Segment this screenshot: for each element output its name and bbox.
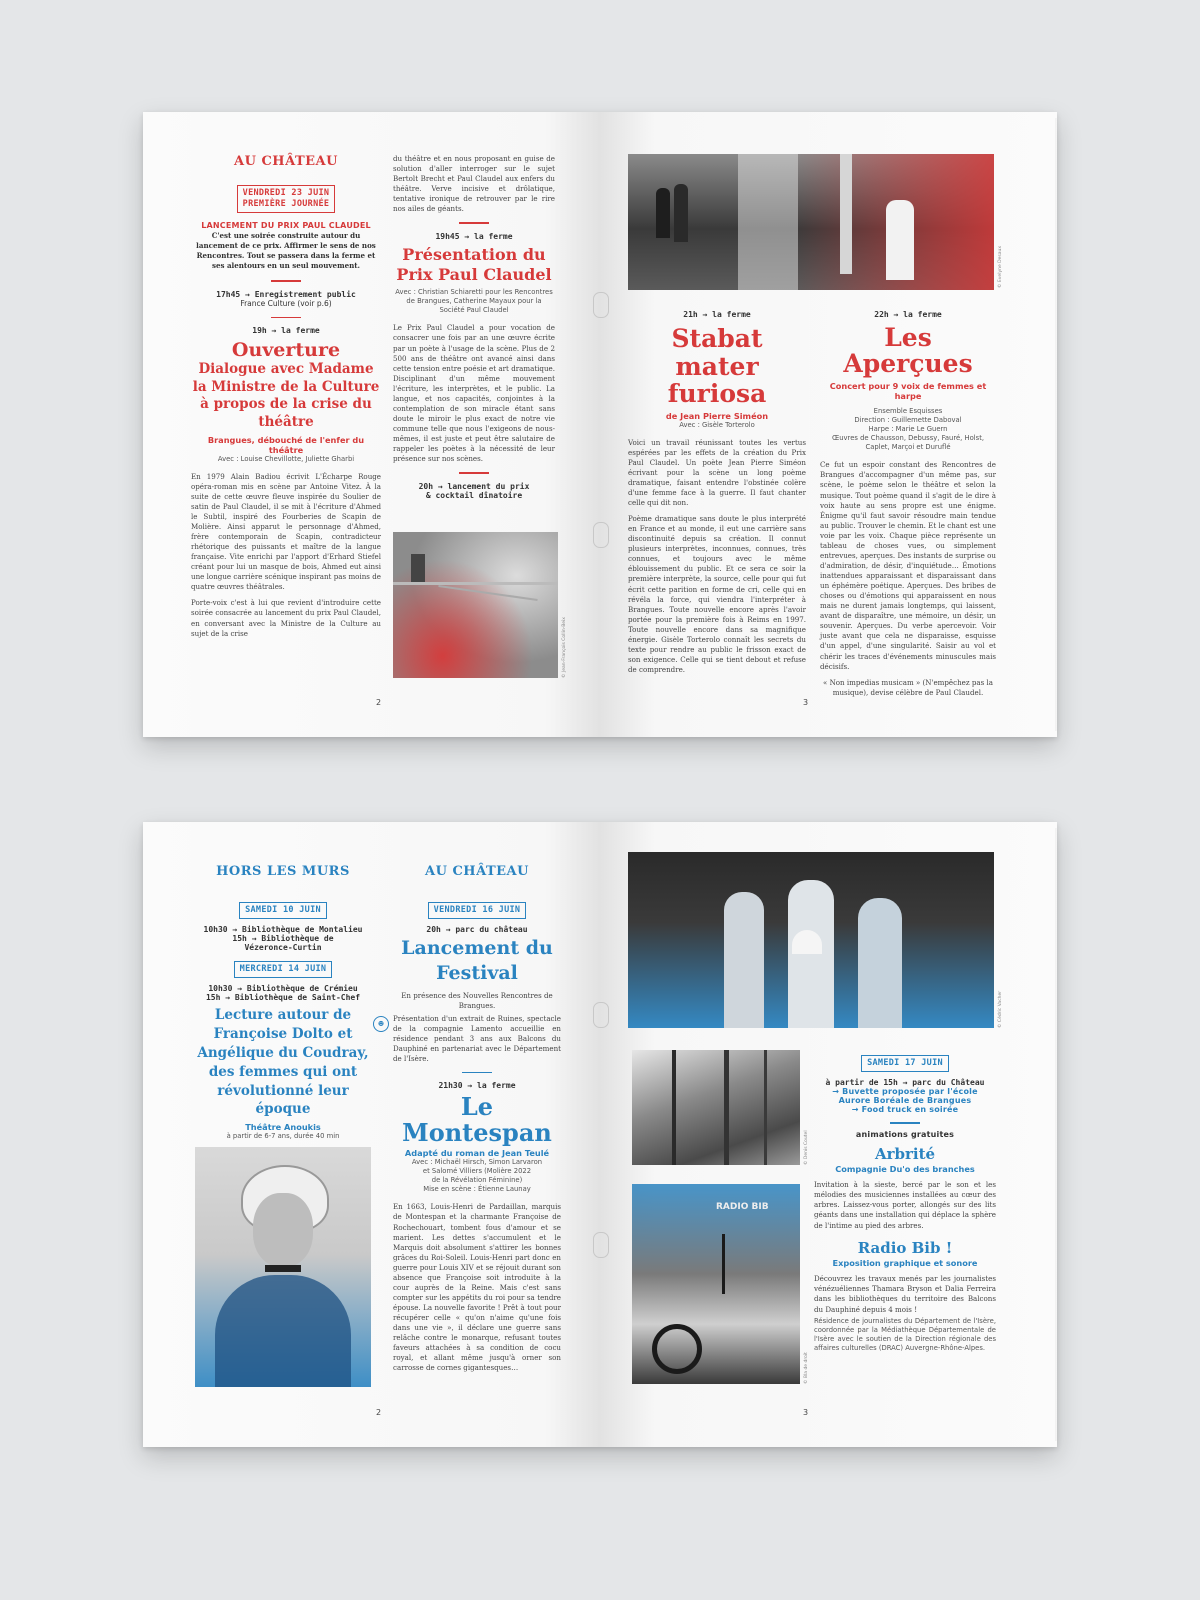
- residency-note: Résidence de journalistes du Département de l'Isère, coordonnée par la Médiathèque Départementale de l'Isère avec le soutien de la Direction régionale des affaires culturelles (DRAC) Auvergne-Rhône-Alpes.: [814, 1316, 996, 1353]
- event-detail: à partir de 6-7 ans, durée 40 min: [226, 1132, 340, 1141]
- column-2: [814, 1050, 996, 1353]
- column-2: [393, 864, 561, 1373]
- credit-line: Direction : Guillemette Daboval: [854, 415, 962, 424]
- paragraph: Ce fut un espoir constant des Rencontres de Brangues d'accompagner d'un même pas, sur scène, le poème selon le théâtre et selon la musique. Tout poème quand il s'agit de le dire à voix haute au sens propre est une énigme. Énigme qu'il faut savoir résoudre main tendue au public. Trouver le chemin. Et le chant est une voie par les voix. Chaque pièce représente un tableau de choses vues, ou simplement entrevues, aperçues. Des instants de surprise ou d'admiration, de désir, d'inquiétude… Émotions inattendues apparaissant et disparaissant dans un éphémère poétique. Aperçues. Des bribes de choses ou d'émotions qui apparaissent en nous mais ne durent jamais longtemps, qui laissent, avant de disparaître, une mémoire, un désir, un souvenir. Aperçues. Du verbe apercevoir. Voir juste avant que cela ne disparaisse, esquisse d'un appel, d'une singularité. Saisir au vol et chérir les traces d'événements minuscules mais décisifs.: [820, 460, 996, 671]
- body-text: Le Prix Paul Claudel a pour vocation de consacrer une fois par an une œuvre écrite par un poète à l'usage de la scène. Plus de 2 500 ans de théâtre ont avancé ainsi dans cette tension entre poésie et art dramatique. Disciplinant d'un même mouvement l'écriture, les interprètes, et le public. La langue, et nos capacités, conjointes à la contemplation de son miracle étant sans doute le miroir le plus exact de notre vie commune telle que nous l'exigeons de nous-mêmes, il est juste et peut être salutaire de rappeler les poètes à la nécessité de leur présence sur nos scènes.: [393, 323, 555, 464]
- event-detail: France Culture (voir p.6): [240, 298, 332, 308]
- page-right: [600, 822, 1057, 1447]
- paragraph: Porte-voix c'est à lui que revient d'introduire cette soirée consacrée au lancement du prix Paul Claudel, en conversant avec la Ministre de la Culture au sujet de la crise: [191, 598, 381, 638]
- event-detail: → Buvette proposée par l'école: [832, 1087, 978, 1096]
- section-title: AU CHÂTEAU: [234, 154, 338, 169]
- section-title: AU CHÂTEAU: [425, 864, 529, 879]
- event-subtitle: Compagnie Du'o des branches: [835, 1164, 975, 1175]
- brochure-spread-blue: [143, 822, 1057, 1447]
- radio-photo: [632, 1184, 800, 1384]
- paragraph: Voici un travail réunissant toutes les vertus espérées par les effets de la création du Prix Paul Claudel. Un poète Jean Pierre Siméon écrivant pour la scène un long poème dramatique, faisant entendre l'obstinée colère d'une femme face à la guerre. Il faut chanter celle qui dit non.: [628, 437, 806, 508]
- event-subtitle: Théâtre Anoukis: [245, 1122, 321, 1133]
- staple: [593, 1002, 609, 1028]
- page-number: 2: [376, 698, 382, 707]
- body-text: [628, 438, 806, 675]
- credit-line: Avec : Michaël Hirsch, Simon Larvaron: [411, 1157, 543, 1166]
- photo-credit: © Jean-François Collin-Beix: [562, 617, 567, 678]
- body-text: En présence des Nouvelles Rencontres de Brangues.: [401, 991, 553, 1011]
- event-subtitle: de Jean Pierre Siméon: [665, 410, 769, 421]
- brochure-spread-red: [143, 112, 1057, 737]
- costume-photo: [628, 852, 994, 1028]
- photo-credit: © Evelyne Desaux: [998, 245, 1003, 288]
- divider: [459, 222, 489, 224]
- actor: [724, 892, 764, 1028]
- credit-line: Ensemble Esquisses: [873, 406, 943, 415]
- event-time: 20h → lancement du prix: [418, 481, 530, 491]
- portrait-engraving: [195, 1147, 371, 1387]
- event-time: 20h → parc du château: [426, 925, 528, 934]
- event-detail: Aurore Boréale de Brangues: [838, 1096, 972, 1105]
- event-title: Ouverture: [231, 339, 341, 362]
- column-1: [628, 310, 806, 681]
- date-box: [237, 185, 336, 213]
- event-detail: → Food truck en soirée: [851, 1105, 959, 1114]
- fan: [792, 930, 822, 954]
- divider: [459, 472, 489, 474]
- paragraph: Poème dramatique sans doute le plus interprété en France et au monde, il eut une carrière sans discontinuité depuis sa création. Il connut plusieurs interprètes, inconnues, connues, très connues, et toujours avec le même éblouissement du public. Et ce sera ce soir la première interprète, la source, celle pour qui fut écrit cette parition en forme de cri, celle qui en révéla la force, qui viendra l'interpréter à Brangues. Toute nouvelle encore après l'avoir portée pour la première fois à Reims en 1997. Toute nouvelle encore dans sa magnifique énergie. Gisèle Torterolo connaît les secrets du texte pour rendre au public le frisson exact de son exigence. Celle qui se tient debout et refuse de comprendre.: [628, 514, 806, 675]
- garden-photo: [393, 532, 558, 678]
- doorway: [738, 154, 798, 290]
- event-title: Stabat mater furiosa: [667, 324, 767, 408]
- photo-credit: © Bla de droit: [804, 1352, 809, 1384]
- date-line: PREMIÈRE JOURNÉE: [242, 199, 330, 209]
- stage-photo: [628, 154, 994, 290]
- bridge-rail: [393, 582, 558, 585]
- event-title: Présentation du Prix Paul Claudel: [396, 244, 552, 284]
- event-title: Lecture autour de Françoise Dolto et Angélique du Coudray, des femmes qui ont révolutionné leur époque: [197, 1007, 369, 1118]
- credits: [393, 1158, 561, 1195]
- credit-line: Œuvres de Chausson, Debussy, Fauré, Holst, Caplet, Marçoi et Duruflé: [831, 434, 985, 452]
- staple: [593, 292, 609, 318]
- schedule-line: Vézeronce-Curtin: [244, 943, 322, 952]
- actor: [788, 880, 834, 1028]
- page-right: [600, 112, 1057, 737]
- event-time: 22h → la ferme: [874, 310, 942, 319]
- event-title: Arbrité: [874, 1144, 936, 1163]
- page-number: 3: [803, 1408, 809, 1417]
- section-title: HORS LES MURS: [216, 864, 350, 879]
- forest-photo: [632, 1050, 800, 1165]
- collar: [265, 1265, 301, 1272]
- free-activities-label: animations gratuites: [855, 1129, 955, 1139]
- credit-line: Mise en scène : Étienne Launay: [423, 1185, 531, 1194]
- event-cast: Avec : Louise Chevillotte, Juliette Gharbi: [217, 454, 355, 463]
- body-text: du théâtre et en nous proposant en guise de solution d'aller interroger sur le sujet Bertolt Brecht et Paul Claudel aux enfers du théâtre. Verve incisive et drôlatique, tentative ironique de retrouver par le rire nos ailes de géants.: [393, 154, 555, 214]
- microphone-stand: [722, 1234, 725, 1294]
- body-text: [820, 460, 996, 697]
- date-box: VENDREDI 16 JUIN: [428, 902, 527, 919]
- page-left: [143, 822, 600, 1447]
- page-stack-edge: [1055, 118, 1057, 731]
- column-2: [393, 154, 555, 500]
- event-subtitle: Brangues, débouché de l'enfer du théâtre: [207, 434, 365, 455]
- divider: [462, 1072, 492, 1074]
- photo-credit: © Denis Coutel: [804, 1130, 809, 1165]
- paragraph: « Non impedias musicam » (N'empêchez pas la musique), devise célèbre de Paul Claudel.: [822, 677, 994, 697]
- photo-credit: © Cédric Vacher: [998, 990, 1003, 1028]
- event-title: Radio Bib !: [857, 1238, 953, 1257]
- paragraph: En 1979 Alain Badiou écrivit L'Écharpe Rouge opéra-roman mis en scène par Antoine Vitez. À la suite de cette œuvre fleuve inspirée du Soulier de satin de Paul Claudel, il se mit à l'écriture d'Ahmed le Subtil, inspiré des Fourberies de Scapin de Molière. Ainsi apparut le personnage d'Ahmed, frère contemporain de Scapin, contradicteur rhétorique des puissants et maître de la langue française. Vite enrichi par l'apport d'Erhard Stiefel créant pour lui un masque de bois, Ahmed eut ainsi une longue carrière scénique inspirant pas moins de quatre œuvres théâtrales.: [191, 471, 381, 592]
- credit-line: de la Révélation Féminine): [431, 1176, 523, 1185]
- actor-white: [886, 200, 914, 280]
- date-box: SAMEDI 17 JUIN: [861, 1055, 949, 1072]
- body-text: Invitation à la sieste, bercé par le son et les mélodies des musiciennes installées au cœur des arbres. Laissez-vous porter, allongés sur des lits géants dans une installation qui déplace la sphère de l'intime au pied des arbres.: [814, 1180, 996, 1230]
- page-left: [143, 112, 600, 737]
- event-cast: Avec : Gisèle Torterolo: [679, 420, 755, 429]
- tree-trunk: [724, 1050, 729, 1165]
- column-2: [820, 310, 996, 704]
- event-cast: Avec : Christian Schiaretti pour les Rencontres de Brangues, Catherine Mayaux pour la Société Paul Claudel: [395, 287, 553, 315]
- divider: [271, 280, 301, 282]
- event-detail: & cocktail dînatoire: [425, 490, 523, 500]
- date-box: MERCREDI 14 JUIN: [234, 961, 333, 978]
- divider: [271, 317, 301, 319]
- event-title: Le Montespan: [402, 1092, 552, 1147]
- radio-sign: RADIO BIB: [716, 1202, 769, 1212]
- intro-text: C'est une soirée construite autour du lancement de ce prix. Affirmer le sens de nos Rencontres. Tout se passera dans la ferme et ses alentours en un seul mouvement.: [196, 231, 376, 271]
- dress: [215, 1275, 351, 1387]
- schedule-line: 10h30 → Bibliothèque de Montalieu: [203, 925, 363, 934]
- schedule-line: 10h30 → Bibliothèque de Crémieu: [208, 984, 358, 993]
- credits: [820, 407, 996, 453]
- event-subtitle: Concert pour 9 voix de femmes et harpe: [829, 380, 987, 401]
- bridge-rail: [438, 585, 537, 601]
- event-time: 19h45 → la ferme: [435, 231, 513, 241]
- column-1: [191, 864, 385, 1142]
- staple: [593, 1232, 609, 1258]
- pillar: [840, 154, 852, 274]
- event-title: Les Aperçues: [843, 323, 973, 379]
- staple: [593, 522, 609, 548]
- event-title-sub: Dialogue avec Madame la Ministre de la Culture à propos de la crise du théâtre: [192, 361, 380, 430]
- kicker: LANCEMENT DU PRIX PAUL CLAUDEL: [201, 221, 371, 230]
- event-time: 21h30 → la ferme: [438, 1081, 516, 1091]
- body-text: Découvrez les travaux menés par les journalistes vénézuéliennes Thamara Bryson et Dalia Ferreira dans les bibliothèques du territoire des Balcons du Dauphiné depuis 4 mois !: [814, 1274, 996, 1314]
- body-text: En 1663, Louis-Henri de Pardaillan, marquis de Montespan et la charmante Françoise de Rochechouart, tombent fous d'amour et se marient. Les dettes s'accumulent et le Marquis doit absolument s'attirer les bonnes grâces du Roi-Soleil. Louis-Henri part donc en guerre pour Louis XIV et se réjouit durant son absence que Françoise soit introduite à la cour auprès de la Reine. Mais c'est sans compter sur les appétits du roi pour sa tendre épouse. La nouvelle favorite ! Prêt à tout pour récupérer celle « qu'on n'aime qu'une fois dans une vie », il déclare une guerre sans relâche contre le monarque, refusant toutes faveurs attachées à sa condition de cocu royal, et allant même jusqu'à orner son carrosse de cornes gigantesques…: [393, 1202, 561, 1373]
- page-stack-edge: [1055, 828, 1057, 1441]
- event-title: Lancement du Festival: [401, 937, 553, 984]
- date-box: SAMEDI 10 JUIN: [239, 902, 327, 919]
- family-audience-icon: ☻: [373, 1016, 389, 1032]
- schedule-line: 15h → Bibliothèque de: [232, 934, 334, 943]
- credit-line: Harpe : Marie Le Guern: [868, 424, 948, 433]
- event-time: 19h → la ferme: [252, 326, 320, 336]
- lantern: [411, 554, 425, 582]
- schedule-line: 15h → Bibliothèque de Saint-Chef: [205, 993, 361, 1002]
- actor: [858, 898, 902, 1028]
- tree-trunk: [672, 1050, 676, 1165]
- event-time: à partir de 15h → parc du Château: [825, 1078, 985, 1087]
- actor: [656, 188, 670, 238]
- headphones: [652, 1324, 702, 1374]
- page-number: 2: [376, 1408, 382, 1417]
- event-subtitle: Adapté du roman de Jean Teulé: [404, 1147, 550, 1158]
- face: [253, 1193, 313, 1267]
- page-number: 3: [803, 698, 809, 707]
- event-subtitle: Exposition graphique et sonore: [832, 1258, 978, 1269]
- event-time: 17h45 → Enregistrement public: [216, 289, 356, 299]
- date-line: VENDREDI 23 JUIN: [242, 188, 330, 198]
- column-1: [191, 154, 381, 645]
- credit-line: et Salomé Villiers (Molière 2022: [422, 1166, 532, 1175]
- divider: [890, 1122, 920, 1124]
- body-text: [191, 472, 381, 639]
- tree-trunk: [764, 1050, 767, 1165]
- event-time: 21h → la ferme: [683, 310, 751, 319]
- actor: [674, 184, 688, 242]
- body-text: Présentation d'un extrait de Ruines, spectacle de la compagnie Lamento accueillie en résidence pendant 3 ans aux Balcons du Dauphiné en partenariat avec le Département de l'Isère.: [393, 1013, 561, 1063]
